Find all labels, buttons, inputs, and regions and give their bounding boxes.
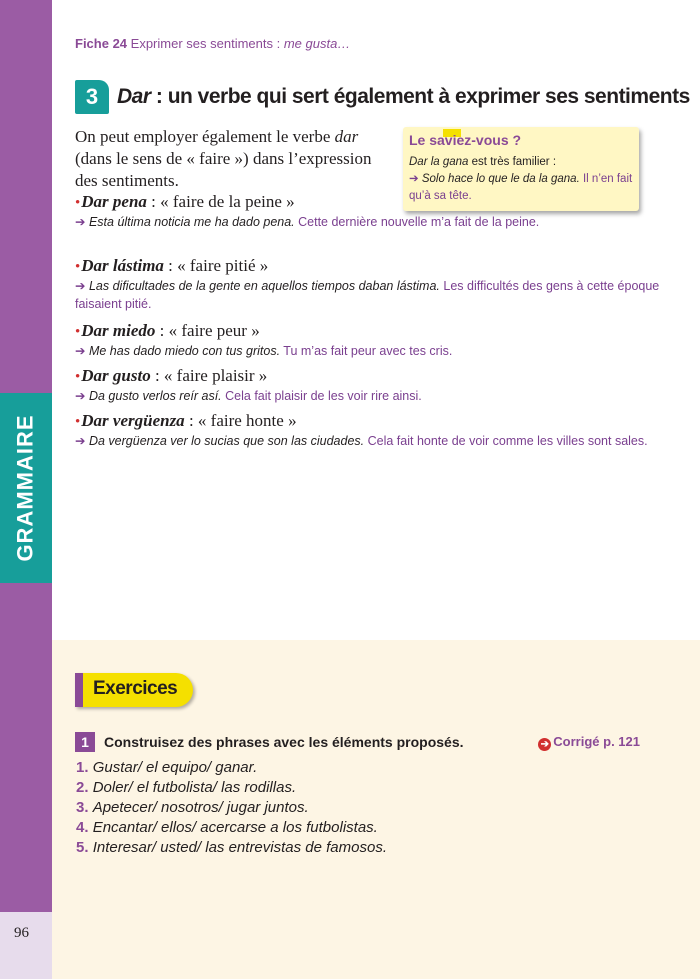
entry-term: Dar miedo: [81, 321, 156, 340]
arrow-icon: ➔: [75, 389, 86, 403]
bullet-icon: •: [75, 414, 81, 430]
grammaire-tab: [0, 393, 52, 583]
bullet-icon: •: [75, 324, 81, 340]
bullet-icon: •: [75, 259, 81, 275]
entry-translation: Cela fait plaisir de les voir rire ainsi.: [221, 389, 422, 403]
entry-meaning: : « faire pitié »: [163, 256, 269, 275]
arrow-icon: ➔: [75, 279, 86, 293]
entry-dar-pena: [75, 192, 665, 231]
arrow-icon: ➔: [75, 434, 86, 448]
item-text: Gustar/ el equipo/ ganar.: [92, 759, 258, 776]
exercise-question: [75, 732, 645, 752]
entry-translation: Les difficultés des gens à cette époque faisaient pitié.: [75, 279, 660, 311]
side-strip-bottom: [0, 912, 52, 979]
entry-example: Da gusto verlos reír así.: [88, 389, 222, 403]
entry-translation: Cela fait honte de voir comme les villes sont sales.: [364, 434, 648, 448]
item-text: Doler/ el futbolista/ las rodillas.: [92, 779, 297, 796]
section-heading-em: Dar: [117, 85, 151, 108]
saviez-line2-translation: Il n’en fait qu’à sa tête.: [409, 173, 633, 202]
entry-example: Da vergüenza ver lo sucias que son las ciudades.: [88, 434, 365, 448]
entry-example: Me has dado miedo con tus gritos.: [88, 344, 281, 358]
corrige-link[interactable]: [538, 734, 640, 751]
list-item: [76, 778, 387, 798]
entry-term: Dar gusto: [81, 366, 151, 385]
intro-part1: On peut employer également le verbe: [75, 127, 335, 146]
entry-translation: Cette dernière nouvelle m’a fait de la peine.: [294, 215, 540, 229]
intro-em: dar: [334, 127, 359, 146]
item-text: Interesar/ usted/ las entrevistas de famosos.: [92, 839, 387, 856]
bullet-icon: •: [75, 195, 81, 211]
item-number: 5.: [76, 839, 89, 856]
corrige-label: Corrigé p. 121: [553, 734, 640, 749]
saviez-line1-em: Dar la gana: [409, 156, 469, 168]
running-header: [75, 36, 350, 51]
entry-example: Esta última noticia me ha dado pena.: [88, 215, 295, 229]
item-text: Encantar/ ellos/ acercarse a los futbolistas.: [92, 819, 378, 836]
item-number: 1.: [76, 759, 89, 776]
entry-dar-verguenza: [75, 411, 665, 450]
bullet-icon: •: [75, 369, 81, 385]
question-text: Construisez des phrases avec les éléments proposés.: [104, 734, 464, 750]
entry-term: Dar lástima: [81, 256, 164, 275]
arrow-icon: ➔: [409, 173, 419, 185]
grammaire-tab-label: GRAMMAIRE: [13, 414, 39, 562]
list-item: [76, 818, 387, 838]
section-heading-rest: : un verbe qui sert également à exprimer ses sentiments: [150, 85, 690, 108]
arrow-icon: ➔: [75, 215, 86, 229]
entry-meaning: : « faire honte »: [184, 411, 297, 430]
entry-translation: Tu m’as fait peur avec tes cris.: [280, 344, 453, 358]
exercises-banner-label: Exercices: [93, 678, 178, 699]
arrow-icon: ➔: [75, 344, 86, 358]
list-item: [76, 758, 387, 778]
section-title: [75, 80, 690, 114]
list-item: [76, 798, 387, 818]
intro-part2: (dans le sens de « faire ») dans l’expression des sentiments.: [75, 149, 372, 190]
entry-meaning: : « faire plaisir »: [150, 366, 268, 385]
item-number: 3.: [76, 799, 89, 816]
item-number: 4.: [76, 819, 89, 836]
item-number: 2.: [76, 779, 89, 796]
entry-dar-gusto: [75, 366, 665, 405]
entry-dar-lastima: [75, 256, 665, 313]
intro-paragraph: [75, 126, 395, 192]
item-text: Apetecer/ nosotros/ jugar juntos.: [92, 799, 309, 816]
fiche-label: Fiche 24: [75, 36, 128, 51]
entry-term: Dar pena: [81, 192, 147, 211]
saviez-line1-rest: est très familier :: [468, 156, 557, 168]
section-number: 3: [75, 80, 109, 114]
entry-dar-miedo: [75, 321, 665, 360]
entry-meaning: : « faire peur »: [155, 321, 260, 340]
question-number: 1: [75, 732, 95, 752]
header-title-em: me gusta…: [283, 36, 351, 51]
exercises-banner: [75, 673, 193, 707]
exercise-items: [76, 758, 387, 858]
arrow-circle-icon: ➔: [538, 738, 551, 751]
saviez-title: Le saviez-vous ?: [409, 132, 522, 148]
entry-term: Dar vergüenza: [81, 411, 185, 430]
banner-bar: [75, 673, 83, 707]
section-heading: [117, 85, 690, 109]
page-number: 96: [14, 925, 29, 941]
saviez-line2-em: Solo hace lo que le da la gana.: [421, 173, 580, 185]
entry-example: Las dificultades de la gente en aquellos tiempos daban lástima.: [88, 279, 440, 293]
entry-meaning: : « faire de la peine »: [146, 192, 295, 211]
header-title: Exprimer ses sentiments :: [130, 36, 281, 51]
list-item: [76, 838, 387, 858]
